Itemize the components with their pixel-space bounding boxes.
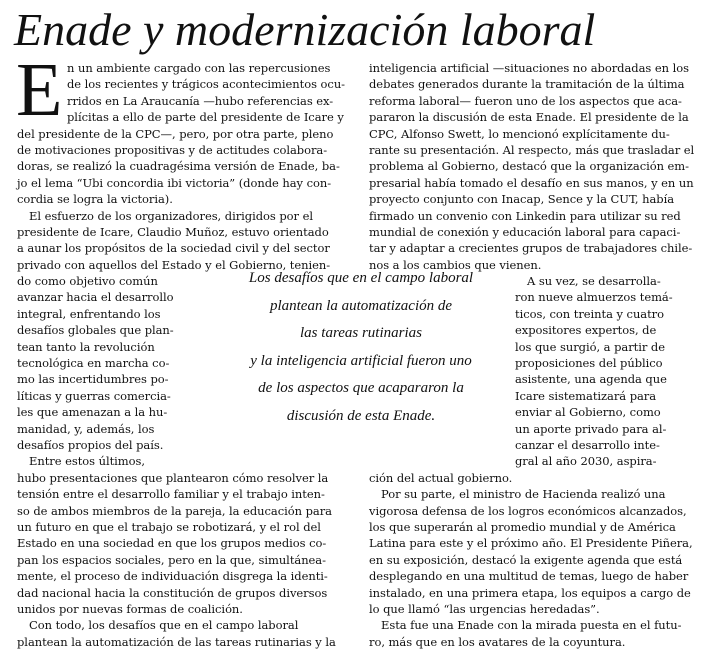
text-line: un futuro en que el trabajo se robotizará, y el rol del [17,519,321,534]
text-line: unidos por nuevas formas de coalición. [17,601,243,616]
text-line: privado con aquellos del Estado y el Gobierno, tenien- [17,257,331,272]
text-line: de los recientes y trágicos acontecimientos ocu- [67,77,346,92]
narrow-text-block [515,273,705,470]
text-line: inteligencia artificial —situaciones no abordadas en los [369,61,689,75]
text-line: manidad, y, además, los [17,421,155,436]
text-line: presarial había tomado el desafío en sus manos, y en un [369,175,694,190]
text-line: les que amenazan a la hu- [17,405,168,420]
text-line: enviar al Gobierno, como [515,405,661,420]
text-line: asistente, una agenda que [515,372,667,387]
text-line: líticas y guerras comercia- [17,388,171,403]
article-headline: Enade y modernización laboral [14,4,596,55]
text-line: Estado en una sociedad en que los grupos medios co- [17,536,327,551]
text-line: desafíos globales que plan- [17,323,174,338]
text-line: los que surgió, a partir de [515,339,665,354]
pull-quote-line: plantean la automatización de [269,297,453,314]
text-line: Por su parte, el ministro de Hacienda realizó una [381,487,666,502]
text-line: desafíos propios del país. [17,437,164,452]
drop-cap: E [16,48,63,132]
text-line: Esta fue una Enade con la mirada puesta en el futu- [381,618,682,633]
text-line: expositores expertos, de [515,323,657,338]
text-line: avanzar hacia el desarrollo [17,290,174,305]
text-line: El esfuerzo de los organizadores, dirigidos por el [29,208,313,223]
text-line: ticos, con treinta y cuatro [515,306,664,321]
pull-quote-line: discusión de esta Enade. [286,407,436,424]
text-line: Con todo, los desafíos que en el campo laboral [29,618,299,633]
text-line: hubo presentaciones que plantearon cómo resolver la [17,470,329,485]
text-line: Icare sistematizará para [515,388,657,403]
text-line: plantean la automatización de las tareas rutinarias y la [17,634,336,649]
text-line: dad nacional hacia la constitución de grupos diversos [17,585,328,600]
text-line: CPC, Alfonso Swett, lo mencionó explícitamente du- [369,126,670,141]
text-line: Latina para este y el próximo año. El Presidente Piñera, [369,536,693,551]
text-line: a aunar los propósitos de la sociedad civil y del sector [17,241,330,256]
text-line: debates generados durante la tramitación de la última [369,77,685,92]
text-line: tecnológica en marcha co- [17,356,170,371]
pull-quote-line: y la inteligencia artificial fueron uno [250,352,472,369]
text-line: vigorosa defensa de los logros económicos alcanzados, [369,503,687,518]
text-line: ción del actual gobierno. [369,470,513,485]
text-line: mente, el proceso de individuación disgrega la identi- [17,569,328,584]
pull-quote-line: de los aspectos que acapararon la [258,380,464,396]
text-line: de motivaciones propositivas y de actitudes colabora- [17,142,328,157]
text-line: mundial de conexión y educación laboral para capaci- [369,224,681,239]
text-line: proposiciones del público [515,356,663,371]
pull-quote-line: las tareas rutinarias [300,325,422,341]
text-line: A su vez, se desarrolla- [527,274,661,289]
text-line: gral al año 2030, aspira- [515,454,657,469]
text-line: lo que llamó “las urgencias heredadas”. [369,601,600,616]
text-line: jo el lema “Ubi concordia ibi victoria” (donde hay con- [17,175,332,190]
text-line: del presidente de la CPC—, pero, por otra parte, pleno [17,126,334,141]
text-line: mo las incertidumbres po- [17,372,169,387]
text-line: pan los espacios sociales, pero en la que, simultánea- [17,552,326,567]
text-line: integral, enfrentando los [17,306,161,321]
text-line: firmado un convenio con Linkedin para utilizar su red [369,208,681,223]
text-line: los que superarán al promedio mundial y de América [369,519,676,534]
text-line: do como objetivo común [17,274,158,289]
text-line: ron nueve almuerzos temá- [515,290,673,305]
text-line: Entre estos últimos, [29,454,145,469]
text-line: ro, más que en los avatares de la coyuntura. [369,634,626,649]
text-line: tean tanto la revolución [17,339,155,354]
narrow-text-block [17,273,207,470]
text-line: n un ambiente cargado con las repercusiones [67,61,331,75]
text-line: doras, se realizó la cuadragésima versión de Enade, ba- [17,159,340,174]
text-line: rante su presentación. Al respecto, más que trasladar el [369,142,695,157]
text-line: problema al Gobierno, destacó que la organización em- [369,159,690,174]
text-line: plícitas a ello de parte del presidente de Icare y [67,110,344,125]
text-line: en su exposición, destacó la exigente agenda que está [369,552,683,567]
text-line: presidente de Icare, Claudio Muñoz, estuvo orientado [17,224,329,239]
text-line: proyecto conjunto con Inacap, Sence y la CUT, había [369,192,675,207]
pull-quote [232,265,490,430]
text-line: tar y adaptar a crecientes grupos de trabajadores chile- [369,241,693,256]
text-line: so de ambos miembros de la pareja, la educación para [17,503,332,518]
text-line: rridos en La Araucanía —hubo referencias ex- [67,93,334,108]
text-line: nos a los cambios que vienen. [369,257,542,272]
text-line: instalado, en una primera etapa, los equipos a cargo de [369,585,691,600]
pull-quote-line: Los desafíos que en el campo laboral [248,270,474,286]
dropcap-lines [16,48,350,132]
text-line: un aporte privado para al- [515,421,667,436]
text-line: canzar el desarrollo inte- [515,437,660,452]
text-line: pararon la discusión de esta Enade. El presidente de la [369,110,689,125]
text-line: desplegando en una multitud de temas, luego de haber [369,569,689,584]
text-line: cordia se logra la victoria). [17,192,173,207]
text-line: tensión entre el desarrollo familiar y el trabajo inten- [17,487,325,502]
text-line: reforma laboral— fueron uno de los aspectos que aca- [369,93,682,108]
